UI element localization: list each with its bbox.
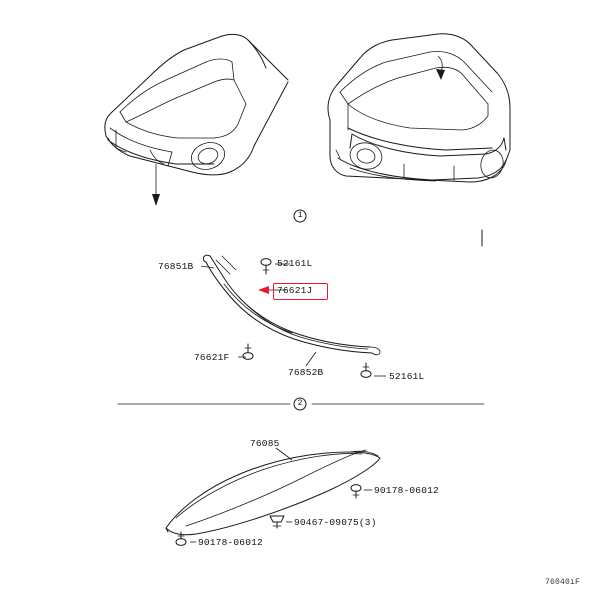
clip-52161l-bottom [361, 363, 371, 377]
label-76852b: 76852B [288, 367, 324, 378]
label-90178-06012-right: 90178-06012 [374, 485, 439, 496]
label-52161l-bottom: 52161L [389, 371, 425, 382]
rear-spoiler-illustration [166, 448, 380, 545]
footer-code: 76040ıF [545, 578, 581, 587]
label-90467-09075: 90467-09075(3) [294, 517, 377, 528]
section-marker-2-label: 2 [297, 399, 303, 408]
car-front-illustration [105, 34, 288, 206]
fastener-90467-09075 [270, 516, 284, 528]
section-marker-1-label: 1 [297, 211, 303, 220]
label-52161l-top: 52161L [277, 258, 313, 269]
car-rear-illustration [328, 34, 510, 246]
label-76085: 76085 [250, 438, 280, 449]
label-90178-06012-left: 90178-06012 [198, 537, 263, 548]
fastener-90178-06012-right [351, 485, 361, 498]
label-76621f: 76621F [194, 352, 230, 363]
label-76621j: 76621J [277, 285, 313, 296]
label-76851b: 76851B [158, 261, 194, 272]
clip-52161l-top [261, 259, 271, 274]
